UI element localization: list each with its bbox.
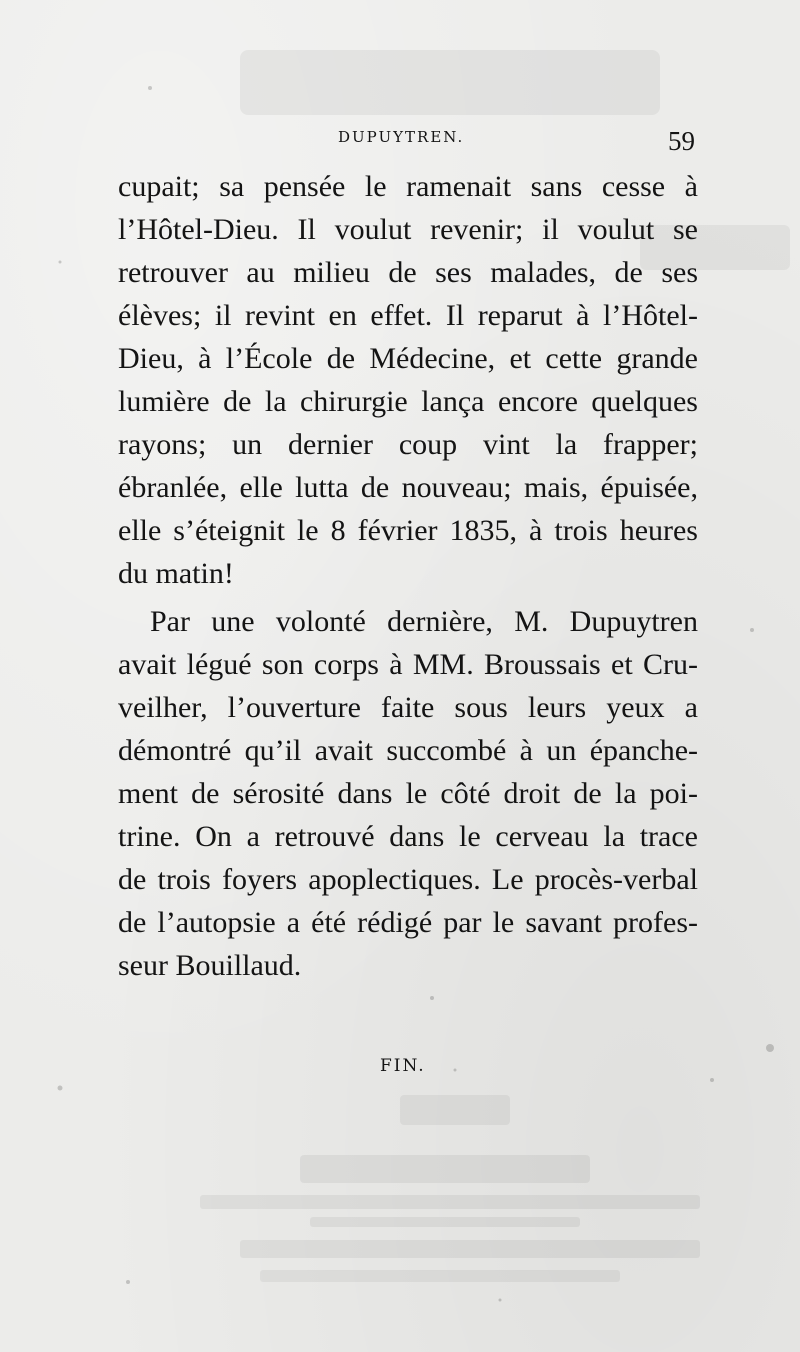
- paragraph: [118, 165, 698, 595]
- text-line: seur Bouillaud.: [118, 949, 302, 982]
- paragraph: [118, 600, 698, 987]
- text-line: veilher, l’ouverture faite sous leurs yeux a: [118, 691, 698, 724]
- text-line: ment de sérosité dans le côté droit de la poi-: [118, 777, 698, 810]
- text-line: retrouver au milieu de ses malades, de ses: [118, 256, 698, 289]
- running-head: DUPUYTREN.: [338, 128, 465, 146]
- text-line: élèves; il revint en effet. Il reparut à l’Hôtel-: [118, 299, 698, 332]
- text-line: démontré qu’il avait succombé à un épanche-: [118, 734, 698, 767]
- text-line: Par une volonté dernière, M. Dupuytren: [150, 605, 698, 638]
- text-line: l’Hôtel-Dieu. Il voulut revenir; il voulut se: [118, 213, 698, 246]
- text-line: rayons; un dernier coup vint la frapper;: [118, 428, 698, 461]
- text-line: lumière de la chirurgie lança encore quelques: [118, 385, 698, 418]
- text-line: trine. On a retrouvé dans le cerveau la trace: [118, 820, 698, 853]
- body-text: [118, 165, 698, 987]
- text-line: du matin!: [118, 557, 234, 590]
- text-line: avait légué son corps à MM. Broussais et Cru-: [118, 648, 698, 681]
- end-mark: FIN.: [380, 1056, 426, 1076]
- page-number: 59: [668, 126, 695, 156]
- text-line: cupait; sa pensée le ramenait sans cesse à: [118, 170, 698, 203]
- text-line: ébranlée, elle lutta de nouveau; mais, épuisée,: [118, 471, 698, 504]
- text-line: de trois foyers apoplectiques. Le procès-verbal: [118, 863, 698, 896]
- text-line: Dieu, à l’École de Médecine, et cette grande: [118, 342, 698, 375]
- text-line: de l’autopsie a été rédigé par le savant profes-: [118, 906, 698, 939]
- text-line: elle s’éteignit le 8 février 1835, à trois heures: [118, 514, 698, 547]
